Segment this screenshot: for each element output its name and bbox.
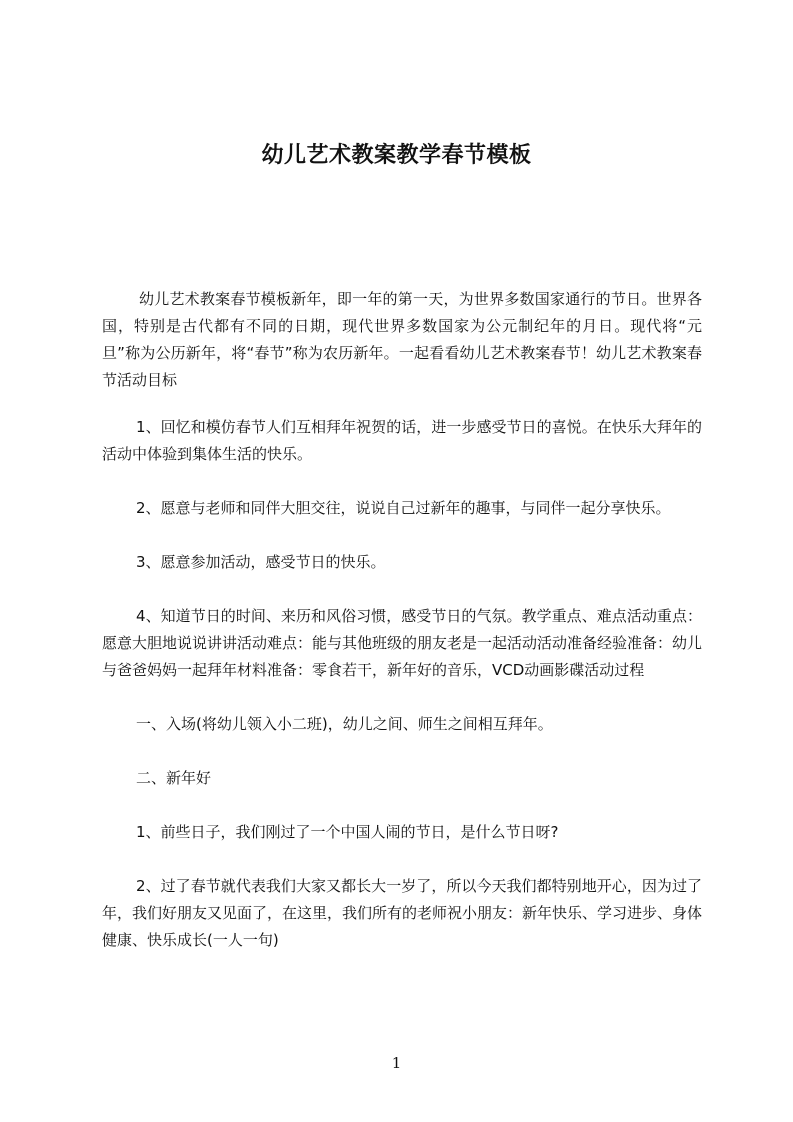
document-title: 幼儿艺术教案教学春节模板 [261, 143, 532, 168]
paragraph-goal-2: 2、愿意与老师和同伴大胆交往，说说自己过新年的趣事，与同伴一起分享快乐。 [136, 499, 671, 517]
paragraph-intro: 幼儿艺术教案春节模板新年，即一年的第一天，为世界多数国家通行的节日。世界各国，特别是古代都有不同的日期，现代世界多数国家为公元制纪年的月日。现代将“元旦”称为公历新年，将“春节”称为农历新年。一起看看幼儿艺术教案春节！幼儿艺术教案春节活动目标 [102, 290, 702, 389]
page-number: 1 [391, 1054, 402, 1072]
paragraph-goal-1: 1、回忆和模仿春节人们互相拜年祝贺的话，进一步感受节日的喜悦。在快乐大拜年的活动中体验到集体生活的快乐。 [102, 418, 702, 463]
paragraph-process-2: 二、新年好 [136, 769, 212, 787]
document-body [102, 286, 702, 981]
paragraph-question-1: 1、前些日子，我们刚过了一个中国人闹的节日，是什么节日呀? [136, 823, 559, 841]
paragraph-process-1: 一、入场(将幼儿领入小二班)，幼儿之间、师生之间相互拜年。 [136, 715, 553, 733]
paragraph-goal-4: 4、知道节日的时间、来历和风俗习惯，感受节日的气氛。教学重点、难点活动重点：愿意大胆地说说讲讲活动难点：能与其他班级的朋友老是一起活动活动准备经验准备：幼儿与爸爸妈妈一起拜年材料准备：零食若干，新年好的音乐，VCD动画影碟活动过程 [102, 607, 703, 679]
paragraph-goal-3: 3、愿意参加活动，感受节日的快乐。 [136, 553, 386, 571]
paragraph-question-2: 2、过了春节就代表我们大家又都长大一岁了，所以今天我们都特别地开心，因为过了年，我们好朋友又见面了，在这里，我们所有的老师祝小朋友：新年快乐、学习进步、身体健康、快乐成长(一人一句) [102, 877, 703, 949]
